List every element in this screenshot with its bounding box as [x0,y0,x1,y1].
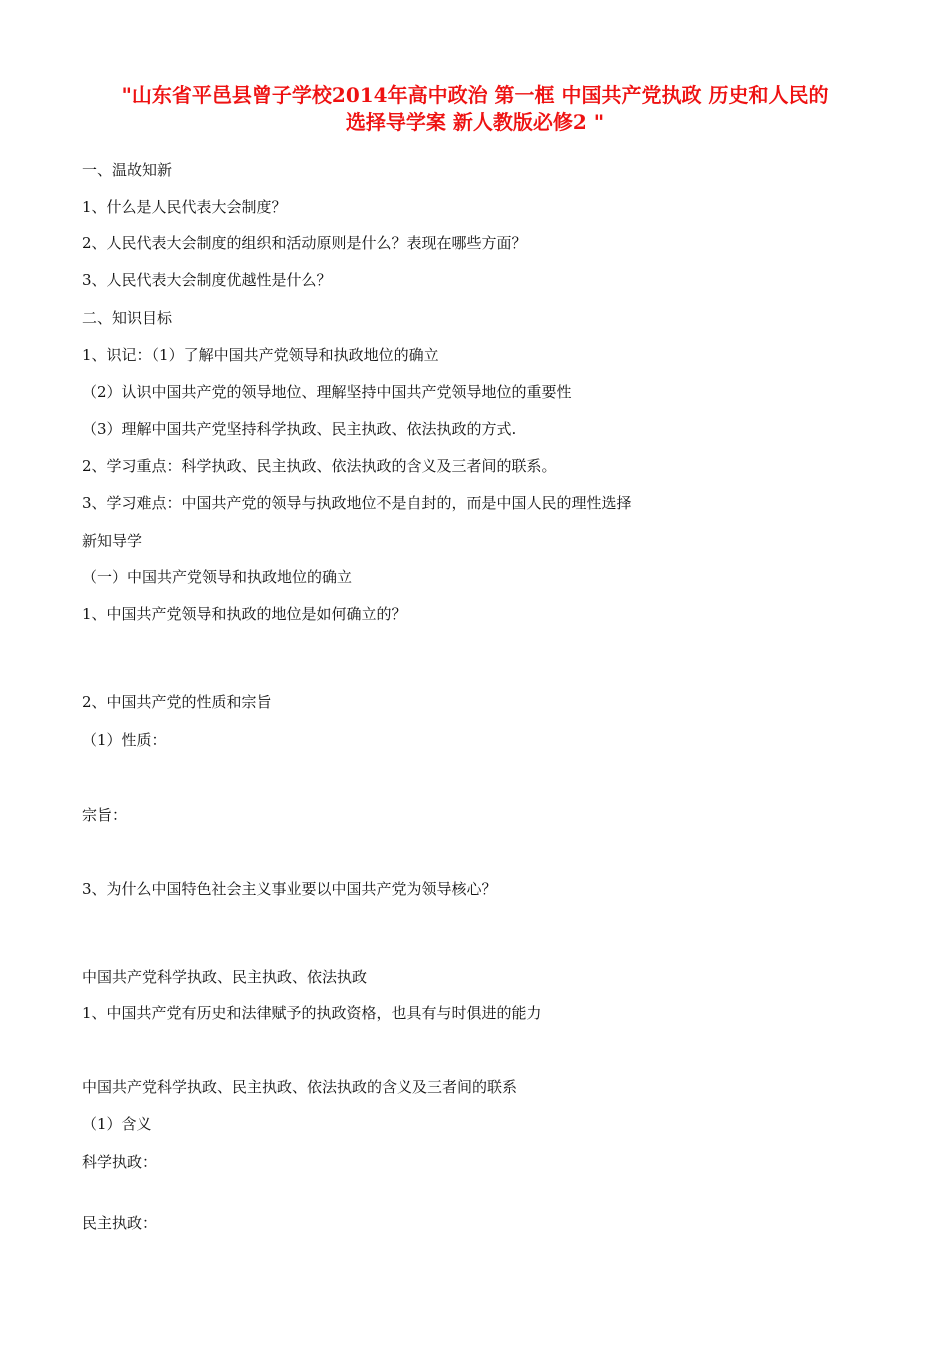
goal-1: 1、识记：（1）了解中国共产党领导和执政地位的确立 [82,346,439,364]
goal-3-difficulties: 3、学习难点：中国共产党的领导与执政地位不是自封的，而是中国人民的理性选择 [82,494,632,512]
subsection-2: 中国共产党科学执政、民主执政、依法执政 [82,968,368,986]
item-2-purpose: 宗旨： [82,806,128,824]
section-heading-goals: 二、知识目标 [82,309,173,327]
section-heading-review: 一、温故知新 [82,161,173,179]
question-3: 3、人民代表大会制度优越性是什么？ [82,271,332,289]
scientific-governance: 科学执政： [82,1153,158,1171]
goal-2-key-points: 2、学习重点：科学执政、民主执政、依法执政的含义及三者间的联系。 [82,457,557,475]
item-1: 1、中国共产党领导和执政的地位是如何确立的？ [82,605,407,623]
item-3: 3、为什么中国特色社会主义事业要以中国共产党为领导核心？ [82,880,497,898]
democratic-governance: 民主执政： [82,1214,158,1232]
question-2: 2、人民代表大会制度的组织和活动原则是什么？表现在哪些方面？ [82,234,527,252]
item-2: 2、中国共产党的性质和宗旨 [82,693,272,711]
subsection-3-meaning: （1）含义 [82,1115,152,1133]
goal-1-2: （2）认识中国共产党的领导地位、理解坚持中国共产党领导地位的重要性 [82,383,572,401]
document-title [60,82,890,136]
title-line-2: 选择导学案 新人教版必修2 " [345,110,605,134]
title-line-1: "山东省平邑县曾子学校2014年高中政治 第一框 中国共产党执政 历史和人民的 [121,83,829,107]
goal-1-3: （3）理解中国共产党坚持科学执政、民主执政、依法执政的方式. [82,420,517,438]
item-2-nature: （1）性质： [82,731,167,749]
section-heading-new-knowledge: 新知导学 [82,532,143,550]
question-1: 1、什么是人民代表大会制度？ [82,198,287,216]
subsection-2-item-1: 1、中国共产党有历史和法律赋予的执政资格，也具有与时俱进的能力 [82,1004,542,1022]
subsection-1: （一）中国共产党领导和执政地位的确立 [82,568,353,586]
subsection-3: 中国共产党科学执政、民主执政、依法执政的含义及三者间的联系 [82,1078,518,1096]
